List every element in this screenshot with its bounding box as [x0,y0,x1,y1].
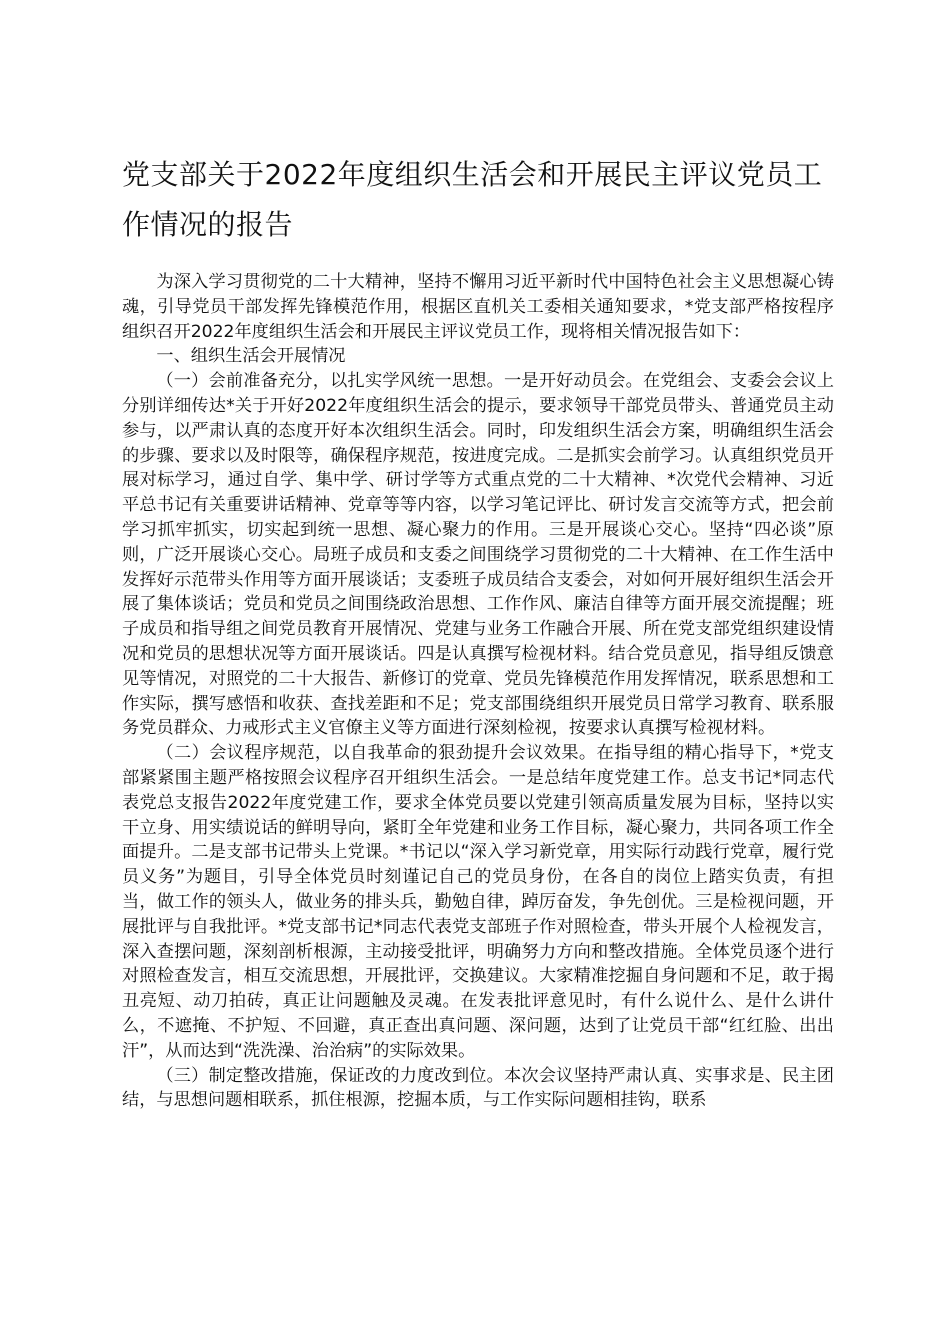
body-paragraph: （一）会前准备充分，以扎实学风统一思想。一是开好动员会。在党组会、支委会会议上分别详细传达*关于开好2022年度组织生活会的提示，要求领导干部党员带头、普通党员主动参与，以严肃认真的态度开好本次组织生活会。同时，印发组织生活会方案，明确组织生活会的步骤、要求以及时限等，确保程序规范，按进度完成。二是抓实会前学习。认真组织党员开展对标学习，通过自学、集中学、研讨学等方式重点党的二十大精神、*次党代会精神、习近平总书记有关重要讲话精神、党章等等内容，以学习笔记评比、研讨发言交流等方式，把会前学习抓牢抓实，切实起到统一思想、凝心聚力的作用。三是开展谈心交心。坚持“四必谈”原则，广泛开展谈心交心。局班子成员和支委之间围绕学习贯彻党的二十大精神、在工作生活中发挥好示范带头作用等方面开展谈话；支委班子成员结合支委会，对如何开展好组织生活会开展了集体谈话；党员和党员之间围绕政治思想、工作作风、廉洁自律等方面开展交流提醒；班子成员和指导组之间党员教育开展情况、党建与业务工作融合开展、所在党支部党组织建设情况和党员的思想状况等方面开展谈话。四是认真撰写检视材料。结合党员意见，指导组反馈意见等情况，对照党的二十大报告、新修订的党章、党员先锋模范作用发挥情况，联系思想和工作实际，撰写感悟和收获、查找差距和不足；党支部围绕组织开展党员日常学习教育、联系服务党员群众、力戒形式主义官僚主义等方面进行深刻检视，按要求认真撰写检视材料。 [122,371,834,739]
document-page [122,150,834,1113]
body-paragraph: （二）会议程序规范，以自我革命的狠劲提升会议效果。在指导组的精心指导下，*党支部紧紧围主题严格按照会议程序召开组织生活会。一是总结年度党建工作。总支书记*同志代表党总支报告2022年度党建工作，要求全体党员要以党建引领高质量发展为目标，坚持以实干立身、用实绩说话的鲜明导向，紧盯全年党建和业务工作目标，凝心聚力，共同各项工作全面提升。二是支部书记带头上党课。*书记以“深入学习新党章，用实际行动践行党章，履行党员义务”为题目，引导全体党员时刻谨记自己的党员身份，在各自的岗位上踏实负责，有担当，做工作的领头人，做业务的排头兵，勤勉自律，踔厉奋发，争先创优。三是检视问题，开展批评与自我批评。*党支部书记*同志代表党支部班子作对照检查，带头开展个人检视发言，深入查摆问题，深刻剖析根源，主动接受批评，明确努力方向和整改措施。全体党员逐个进行对照检查发言，相互交流思想，开展批评，交换建议。大家精准挖掘自身问题和不足，敢于揭丑亮短、动刀拍砖，真正让问题触及灵魂。在发表批评意见时，有什么说什么、是什么讲什么，不遮掩、不护短、不回避，真正查出真问题、深问题，达到了让党员干部“红红脸、出出汗”，从而达到“洗洗澡、治治病”的实际效果。 [122,743,834,1061]
body-paragraph: （三）制定整改措施，保证改的力度改到位。本次会议坚持严肃认真、实事求是、民主团结，与思想问题相联系，抓住根源，挖掘本质，与工作实际问题相挂钩，联系 [122,1065,834,1111]
intro-paragraph: 为深入学习贯彻党的二十大精神，坚持不懈用习近平新时代中国特色社会主义思想凝心铸魂，引导党员干部发挥先锋模范作用，根据区直机关工委相关通知要求，*党支部严格按程序组织召开2022年度组织生活会和开展民主评议党员工作，现将相关情况报告如下： [122,272,834,342]
section-heading: 一、组织生活会开展情况 [156,346,346,367]
document-title: 党支部关于2022年度组织生活会和开展民主评议党员工作情况的报告 [122,158,823,241]
